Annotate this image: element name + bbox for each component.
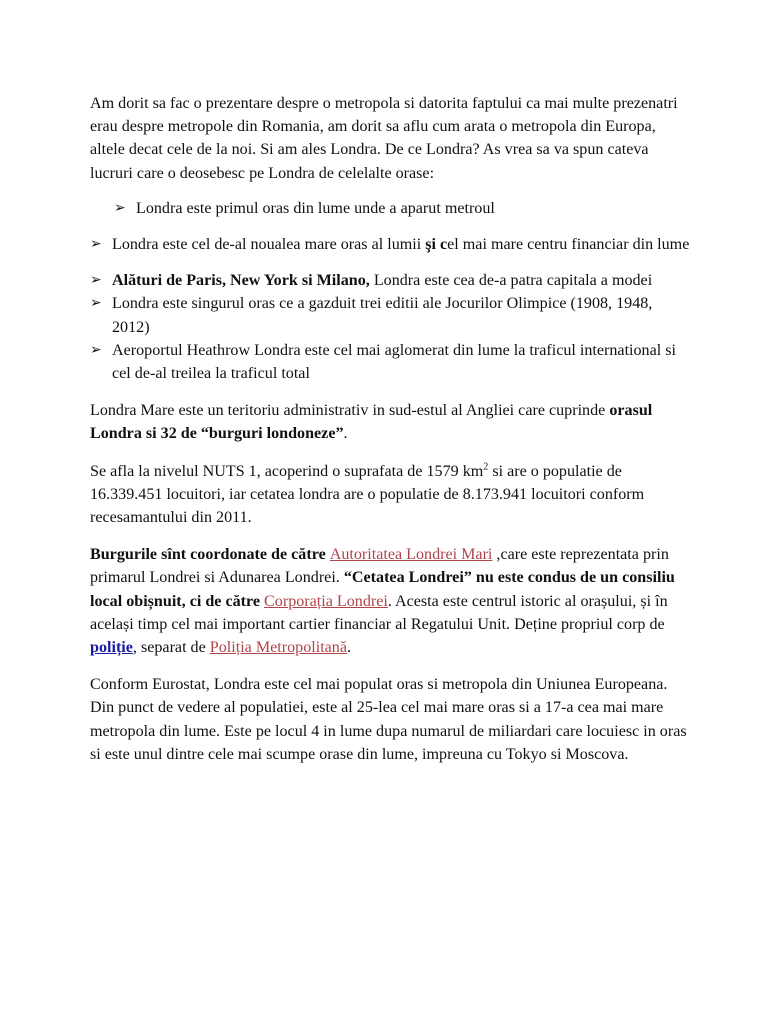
arrow-bullet-icon: ➢ [90, 295, 102, 312]
facts-list [90, 197, 690, 385]
metropolitan-police-link[interactable]: Poliția Metropolitană [209, 639, 348, 657]
arrow-bullet-icon: ➢ [90, 341, 102, 358]
boroughs-paragraph: Burgurile sînt coordonate de către Autoritatea Londrei Mari ,care este reprezentata prin primarul Londrei si Adunarea Londrei. “Cetatea Londrei” nu este condus de un consiliu local obișnuit, ci de către Corporația Londrei. Acesta este centrul istoric al orașului, și în același timp cel mai important cartier financiar al Regatului Unit. Deține propriul corp de poliție, separat de Poliția Metropolitană. [90, 546, 675, 657]
eurostat-paragraph: Conform Eurostat, Londra este cel mai populat oras si metropola din Uniunea Europeana. Din punct de vedere al populatiei, este al 25-lea cel mai mare oras si a 17-a cea mai mare metropola din lume. Este pe locul 4 in lume dupa numarul de miliardari care locuiesc in oras si este unul dintre cele mai scumpe orase din lume, impreuna cu Tokyo si Moscova. [90, 676, 687, 763]
arrow-bullet-icon: ➢ [114, 199, 126, 216]
police-link[interactable]: poliție [90, 639, 133, 657]
city-of-london-corporation-link[interactable]: Corporația Londrei [264, 592, 388, 610]
list-item: ➢ Londra este primul oras din lume unde a aparut metroul [114, 197, 690, 220]
arrow-bullet-icon: ➢ [90, 272, 102, 289]
area-population-paragraph: Se afla la nivelul NUTS 1, acoperind o suprafata de 1579 $km^2$ si are o populatie de 16.339.451 locuitori, iar cetatea londra are o populatie de 8.173.941 locuitori conform recesamantului din 2011. [90, 461, 645, 527]
list-item: ➢ Aeroportul Heathrow Londra este cel mai aglomerat din lume la traficul international si cel de-al treilea la traficul total [90, 339, 690, 385]
list-item: ➢ Londra este cel de-al noualea mare oras al lumii şi cel mai mare centru financiar din lume [90, 233, 690, 256]
list-item: ➢ Alături de Paris, New York si Milano, Londra este cea de-a patra capitala a modei [90, 269, 690, 292]
greater-london-paragraph: Londra Mare este un teritoriu administrativ in sud-estul al Angliei care cuprinde orasul Londra si 32 de “burguri londoneze”. [90, 402, 653, 443]
list-item: ➢ Londra este singurul oras ce a gazduit trei editii ale Jocurilor Olimpice (1908, 1948, 2012) [90, 292, 690, 338]
intro-paragraph: Am dorit sa fac o prezentare despre o metropola si datorita faptului ca mai multe prezenatri erau despre metropole din Romania, am dorit sa aflu cum arata o metropola din Europa, altele decat cele de la noi. Si am ales Londra. De ce Londra? As vrea sa va spun cateva lucruri care o deosebesc pe Londra de celelalte orase: [90, 95, 678, 182]
document-body [90, 92, 690, 766]
arrow-bullet-icon: ➢ [90, 236, 102, 253]
greater-london-authority-link[interactable]: Autoritatea Londrei Mari [329, 546, 493, 564]
